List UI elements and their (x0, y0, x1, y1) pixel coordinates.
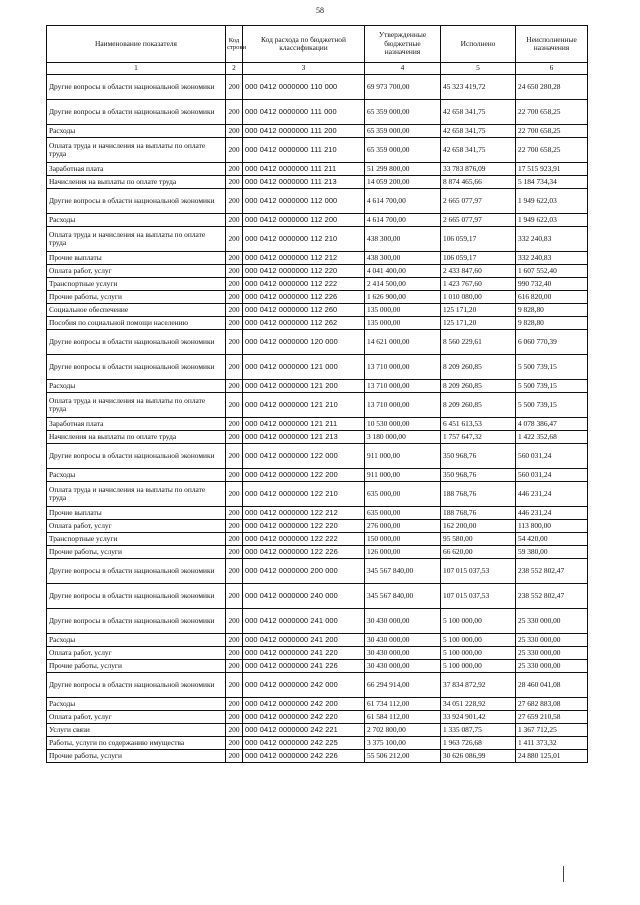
budget-code-cell: 000 0412 0000000 121 210 (243, 393, 365, 418)
unexecuted-cell: 27 659 210,58 (516, 711, 588, 724)
budget-code-cell: 000 0412 0000000 240 000 (243, 584, 365, 609)
executed-cell: 2 433 847,60 (441, 265, 516, 278)
budget-code-cell: 000 0412 0000000 111 213 (243, 176, 365, 189)
table-row (47, 673, 588, 698)
unexecuted-cell: 4 078 386,47 (516, 418, 588, 431)
line-code-cell: 200 (226, 584, 243, 609)
budget-code-cell: 000 0412 0000000 111 211 (243, 163, 365, 176)
budget-code-cell: 000 0412 0000000 242 220 (243, 711, 365, 724)
indicator-name-cell: Другие вопросы в области национальной экономики (47, 673, 226, 698)
column-number: 1 (47, 63, 226, 75)
column-number: 3 (243, 63, 365, 75)
executed-cell: 107 015 037,53 (441, 559, 516, 584)
approved-cell: 345 567 840,00 (365, 584, 441, 609)
executed-cell: 95 580,00 (441, 533, 516, 546)
line-code-cell: 200 (226, 724, 243, 737)
indicator-name-cell: Другие вопросы в области национальной экономики (47, 444, 226, 469)
executed-cell: 6 451 613,53 (441, 418, 516, 431)
indicator-name-cell: Транспортные услуги (47, 533, 226, 546)
approved-cell: 61 734 112,00 (365, 698, 441, 711)
unexecuted-cell: 17 515 923,91 (516, 163, 588, 176)
margin-mark (563, 866, 564, 882)
column-number: 5 (441, 63, 516, 75)
table-header-row (47, 26, 588, 63)
unexecuted-cell: 1 422 352,68 (516, 431, 588, 444)
unexecuted-cell: 24 650 280,28 (516, 75, 588, 100)
line-code-cell: 200 (226, 444, 243, 469)
unexecuted-cell: 560 031,24 (516, 469, 588, 482)
unexecuted-cell: 22 700 658,25 (516, 100, 588, 125)
line-code-cell: 200 (226, 227, 243, 252)
approved-cell: 2 702 800,00 (365, 724, 441, 737)
table-row (47, 609, 588, 634)
indicator-name-cell: Оплата труда и начисления на выплаты по оплате труда (47, 227, 226, 252)
unexecuted-cell: 54 420,00 (516, 533, 588, 546)
approved-cell: 911 000,00 (365, 469, 441, 482)
budget-code-cell: 000 0412 0000000 242 000 (243, 673, 365, 698)
indicator-name-cell: Оплата работ, услуг (47, 647, 226, 660)
approved-cell: 3 375 100,00 (365, 737, 441, 750)
approved-cell: 13 710 000,00 (365, 393, 441, 418)
indicator-name-cell: Расходы (47, 469, 226, 482)
unexecuted-cell: 238 552 802,47 (516, 584, 588, 609)
approved-cell: 30 430 000,00 (365, 660, 441, 673)
budget-code-cell: 000 0412 0000000 112 212 (243, 252, 365, 265)
approved-cell: 65 359 000,00 (365, 125, 441, 138)
line-code-cell: 200 (226, 711, 243, 724)
line-code-cell: 200 (226, 520, 243, 533)
line-code-cell: 200 (226, 304, 243, 317)
unexecuted-cell: 446 231,24 (516, 482, 588, 507)
budget-code-cell: 000 0412 0000000 121 213 (243, 431, 365, 444)
budget-code-cell: 000 0412 0000000 121 200 (243, 380, 365, 393)
executed-cell: 30 626 086,99 (441, 750, 516, 763)
table-row (47, 393, 588, 418)
table-row (47, 304, 588, 317)
table-row (47, 189, 588, 214)
budget-code-cell: 000 0412 0000000 122 210 (243, 482, 365, 507)
table-row (47, 355, 588, 380)
indicator-name-cell: Оплата труда и начисления на выплаты по оплате труда (47, 138, 226, 163)
approved-cell: 65 359 000,00 (365, 100, 441, 125)
executed-cell: 8 209 260,85 (441, 355, 516, 380)
executed-cell: 2 665 077,97 (441, 189, 516, 214)
unexecuted-cell: 25 330 000,00 (516, 660, 588, 673)
executed-cell: 1 010 080,00 (441, 291, 516, 304)
executed-cell: 106 059,17 (441, 227, 516, 252)
approved-cell: 14 059 200,00 (365, 176, 441, 189)
unexecuted-cell: 25 330 000,00 (516, 647, 588, 660)
line-code-cell: 200 (226, 546, 243, 559)
table-row (47, 265, 588, 278)
executed-cell: 8 874 465,66 (441, 176, 516, 189)
table-row (47, 724, 588, 737)
line-code-cell: 200 (226, 482, 243, 507)
approved-cell: 635 000,00 (365, 507, 441, 520)
budget-code-cell: 000 0412 0000000 120 000 (243, 330, 365, 355)
line-code-cell: 200 (226, 75, 243, 100)
table-row (47, 737, 588, 750)
executed-cell: 125 171,20 (441, 317, 516, 330)
budget-code-cell: 000 0412 0000000 242 221 (243, 724, 365, 737)
approved-cell: 126 000,00 (365, 546, 441, 559)
unexecuted-cell: 5 500 739,15 (516, 393, 588, 418)
indicator-name-cell: Расходы (47, 380, 226, 393)
approved-cell: 135 000,00 (365, 317, 441, 330)
table-row (47, 380, 588, 393)
budget-code-cell: 000 0412 0000000 112 260 (243, 304, 365, 317)
line-code-cell: 200 (226, 125, 243, 138)
budget-code-cell: 000 0412 0000000 241 000 (243, 609, 365, 634)
indicator-name-cell: Оплата работ, услуг (47, 265, 226, 278)
line-code-cell: 200 (226, 380, 243, 393)
indicator-name-cell: Начисления на выплаты по оплате труда (47, 176, 226, 189)
executed-cell: 188 768,76 (441, 507, 516, 520)
approved-cell: 65 359 000,00 (365, 138, 441, 163)
budget-code-cell: 000 0412 0000000 111 210 (243, 138, 365, 163)
executed-cell: 107 015 037,53 (441, 584, 516, 609)
line-code-cell: 200 (226, 189, 243, 214)
budget-code-cell: 000 0412 0000000 112 000 (243, 189, 365, 214)
unexecuted-cell: 332 240,83 (516, 252, 588, 265)
table-row (47, 75, 588, 100)
approved-cell: 1 626 900,00 (365, 291, 441, 304)
executed-cell: 5 100 000,00 (441, 634, 516, 647)
indicator-name-cell: Прочие выплаты (47, 507, 226, 520)
indicator-name-cell: Другие вопросы в области национальной экономики (47, 609, 226, 634)
budget-code-cell: 000 0412 0000000 121 211 (243, 418, 365, 431)
line-code-cell: 200 (226, 431, 243, 444)
indicator-name-cell: Оплата труда и начисления на выплаты по оплате труда (47, 393, 226, 418)
line-code-cell: 200 (226, 533, 243, 546)
executed-cell: 33 783 876,09 (441, 163, 516, 176)
table-row (47, 698, 588, 711)
executed-cell: 162 200,00 (441, 520, 516, 533)
table-row (47, 330, 588, 355)
approved-cell: 135 000,00 (365, 304, 441, 317)
approved-cell: 635 000,00 (365, 482, 441, 507)
unexecuted-cell: 446 231,24 (516, 507, 588, 520)
indicator-name-cell: Другие вопросы в области национальной экономики (47, 559, 226, 584)
executed-cell: 8 560 229,61 (441, 330, 516, 355)
table-row (47, 291, 588, 304)
approved-cell: 276 000,00 (365, 520, 441, 533)
line-code-cell: 200 (226, 278, 243, 291)
indicator-name-cell: Начисления на выплаты по оплате труда (47, 431, 226, 444)
budget-code-cell: 000 0412 0000000 242 200 (243, 698, 365, 711)
table-row (47, 584, 588, 609)
budget-code-cell: 000 0412 0000000 110 000 (243, 75, 365, 100)
executed-cell: 66 620,00 (441, 546, 516, 559)
indicator-name-cell: Заработная плата (47, 163, 226, 176)
executed-cell: 1 757 647,32 (441, 431, 516, 444)
approved-cell: 438 300,00 (365, 227, 441, 252)
executed-cell: 2 665 077,97 (441, 214, 516, 227)
executed-cell: 106 059,17 (441, 252, 516, 265)
unexecuted-cell: 25 330 000,00 (516, 634, 588, 647)
unexecuted-cell: 113 800,00 (516, 520, 588, 533)
line-code-cell: 200 (226, 176, 243, 189)
approved-cell: 30 430 000,00 (365, 609, 441, 634)
line-code-cell: 200 (226, 469, 243, 482)
approved-cell: 10 530 000,00 (365, 418, 441, 431)
budget-execution-table (46, 25, 588, 763)
approved-cell: 66 294 914,00 (365, 673, 441, 698)
unexecuted-cell: 1 411 373,32 (516, 737, 588, 750)
table-row (47, 520, 588, 533)
approved-cell: 345 567 840,00 (365, 559, 441, 584)
unexecuted-cell: 28 460 041,08 (516, 673, 588, 698)
header-line-code: Код строки (226, 26, 243, 63)
indicator-name-cell: Прочие работы, услуги (47, 660, 226, 673)
table-row (47, 431, 588, 444)
unexecuted-cell: 59 380,00 (516, 546, 588, 559)
executed-cell: 37 834 872,92 (441, 673, 516, 698)
executed-cell: 1 963 726,68 (441, 737, 516, 750)
unexecuted-cell: 1 949 622,03 (516, 214, 588, 227)
column-number-row (47, 63, 588, 75)
indicator-name-cell: Другие вопросы в области национальной экономики (47, 100, 226, 125)
line-code-cell: 200 (226, 418, 243, 431)
indicator-name-cell: Другие вопросы в области национальной экономики (47, 75, 226, 100)
column-number: 4 (365, 63, 441, 75)
executed-cell: 350 968,76 (441, 444, 516, 469)
unexecuted-cell: 616 820,00 (516, 291, 588, 304)
table-row (47, 634, 588, 647)
approved-cell: 30 430 000,00 (365, 647, 441, 660)
indicator-name-cell: Пособия по социальной помощи населению (47, 317, 226, 330)
table-row (47, 100, 588, 125)
table-row (47, 647, 588, 660)
executed-cell: 1 335 087,75 (441, 724, 516, 737)
executed-cell: 42 658 341,75 (441, 125, 516, 138)
line-code-cell: 200 (226, 317, 243, 330)
line-code-cell: 200 (226, 330, 243, 355)
line-code-cell: 200 (226, 100, 243, 125)
executed-cell: 33 924 901,42 (441, 711, 516, 724)
indicator-name-cell: Другие вопросы в области национальной экономики (47, 355, 226, 380)
table-row (47, 546, 588, 559)
budget-code-cell: 000 0412 0000000 242 226 (243, 750, 365, 763)
table-row (47, 418, 588, 431)
header-unexecuted: Неисполненные назначения (516, 26, 588, 63)
column-number: 6 (516, 63, 588, 75)
executed-cell: 5 100 000,00 (441, 609, 516, 634)
indicator-name-cell: Прочие работы, услуги (47, 750, 226, 763)
approved-cell: 51 299 800,00 (365, 163, 441, 176)
approved-cell: 3 180 000,00 (365, 431, 441, 444)
approved-cell: 150 000,00 (365, 533, 441, 546)
indicator-name-cell: Другие вопросы в области национальной экономики (47, 189, 226, 214)
indicator-name-cell: Расходы (47, 634, 226, 647)
indicator-name-cell: Прочие выплаты (47, 252, 226, 265)
budget-code-cell: 000 0412 0000000 112 262 (243, 317, 365, 330)
line-code-cell: 200 (226, 163, 243, 176)
header-indicator-name: Наименование показателя (47, 26, 226, 63)
table-row (47, 482, 588, 507)
indicator-name-cell: Социальное обеспечение (47, 304, 226, 317)
budget-code-cell: 000 0412 0000000 241 226 (243, 660, 365, 673)
table-row (47, 711, 588, 724)
unexecuted-cell: 5 500 739,15 (516, 380, 588, 393)
line-code-cell: 200 (226, 559, 243, 584)
indicator-name-cell: Прочие работы, услуги (47, 291, 226, 304)
budget-code-cell: 000 0412 0000000 241 220 (243, 647, 365, 660)
indicator-name-cell: Другие вопросы в области национальной экономики (47, 584, 226, 609)
indicator-name-cell: Работы, услуги по содержанию имущества (47, 737, 226, 750)
table-row (47, 252, 588, 265)
unexecuted-cell: 990 732,40 (516, 278, 588, 291)
budget-code-cell: 000 0412 0000000 121 000 (243, 355, 365, 380)
line-code-cell: 200 (226, 138, 243, 163)
table-row (47, 750, 588, 763)
line-code-cell: 200 (226, 355, 243, 380)
budget-code-cell: 000 0412 0000000 112 220 (243, 265, 365, 278)
approved-cell: 4 614 700,00 (365, 214, 441, 227)
indicator-name-cell: Оплата работ, услуг (47, 711, 226, 724)
budget-code-cell: 000 0412 0000000 112 200 (243, 214, 365, 227)
budget-code-cell: 000 0412 0000000 122 226 (243, 546, 365, 559)
line-code-cell: 200 (226, 647, 243, 660)
table-row (47, 533, 588, 546)
unexecuted-cell: 560 031,24 (516, 444, 588, 469)
executed-cell: 350 968,76 (441, 469, 516, 482)
approved-cell: 30 430 000,00 (365, 634, 441, 647)
table-body (47, 75, 588, 763)
line-code-cell: 200 (226, 265, 243, 278)
table-row (47, 138, 588, 163)
header-executed: Исполнено (441, 26, 516, 63)
table-row (47, 163, 588, 176)
line-code-cell: 200 (226, 507, 243, 520)
line-code-cell: 200 (226, 673, 243, 698)
approved-cell: 61 584 112,00 (365, 711, 441, 724)
executed-cell: 8 209 260,85 (441, 393, 516, 418)
indicator-name-cell: Оплата работ, услуг (47, 520, 226, 533)
executed-cell: 34 051 228,92 (441, 698, 516, 711)
line-code-cell: 200 (226, 393, 243, 418)
executed-cell: 5 100 000,00 (441, 660, 516, 673)
line-code-cell: 200 (226, 660, 243, 673)
unexecuted-cell: 6 060 770,39 (516, 330, 588, 355)
table-row (47, 507, 588, 520)
indicator-name-cell: Транспортные услуги (47, 278, 226, 291)
line-code-cell: 200 (226, 214, 243, 227)
budget-code-cell: 000 0412 0000000 122 212 (243, 507, 365, 520)
approved-cell: 13 710 000,00 (365, 355, 441, 380)
executed-cell: 5 100 000,00 (441, 647, 516, 660)
approved-cell: 13 710 000,00 (365, 380, 441, 393)
column-number: 2 (226, 63, 243, 75)
header-approved: Утвержденные бюджетные назначения (365, 26, 441, 63)
unexecuted-cell: 5 184 734,34 (516, 176, 588, 189)
budget-code-cell: 000 0412 0000000 241 200 (243, 634, 365, 647)
budget-code-cell: 000 0412 0000000 112 226 (243, 291, 365, 304)
budget-code-cell: 000 0412 0000000 122 222 (243, 533, 365, 546)
unexecuted-cell: 22 700 658,25 (516, 138, 588, 163)
unexecuted-cell: 5 500 739,15 (516, 355, 588, 380)
approved-cell: 14 621 000,00 (365, 330, 441, 355)
unexecuted-cell: 25 330 000,00 (516, 609, 588, 634)
executed-cell: 42 658 341,75 (441, 100, 516, 125)
approved-cell: 55 506 212,00 (365, 750, 441, 763)
unexecuted-cell: 1 607 552,40 (516, 265, 588, 278)
approved-cell: 4 614 700,00 (365, 189, 441, 214)
unexecuted-cell: 1 367 712,25 (516, 724, 588, 737)
table-row (47, 227, 588, 252)
line-code-cell: 200 (226, 634, 243, 647)
line-code-cell: 200 (226, 698, 243, 711)
approved-cell: 4 041 400,00 (365, 265, 441, 278)
table-row (47, 469, 588, 482)
table-row (47, 317, 588, 330)
executed-cell: 45 323 419,72 (441, 75, 516, 100)
unexecuted-cell: 9 828,80 (516, 304, 588, 317)
approved-cell: 911 000,00 (365, 444, 441, 469)
executed-cell: 1 423 767,60 (441, 278, 516, 291)
budget-code-cell: 000 0412 0000000 200 000 (243, 559, 365, 584)
approved-cell: 438 300,00 (365, 252, 441, 265)
budget-code-cell: 000 0412 0000000 122 220 (243, 520, 365, 533)
indicator-name-cell: Прочие работы, услуги (47, 546, 226, 559)
table-row (47, 444, 588, 469)
unexecuted-cell: 1 949 622,03 (516, 189, 588, 214)
line-code-cell: 200 (226, 737, 243, 750)
unexecuted-cell: 22 700 658,25 (516, 125, 588, 138)
unexecuted-cell: 9 828,80 (516, 317, 588, 330)
unexecuted-cell: 24 880 125,01 (516, 750, 588, 763)
executed-cell: 188 768,76 (441, 482, 516, 507)
table-row (47, 214, 588, 227)
executed-cell: 125 171,20 (441, 304, 516, 317)
budget-code-cell: 000 0412 0000000 112 210 (243, 227, 365, 252)
line-code-cell: 200 (226, 252, 243, 265)
approved-cell: 2 414 500,00 (365, 278, 441, 291)
budget-code-cell: 000 0412 0000000 122 000 (243, 444, 365, 469)
budget-code-cell: 000 0412 0000000 112 222 (243, 278, 365, 291)
line-code-cell: 200 (226, 291, 243, 304)
approved-cell: 69 973 700,00 (365, 75, 441, 100)
unexecuted-cell: 332 240,83 (516, 227, 588, 252)
executed-cell: 8 209 260,85 (441, 380, 516, 393)
budget-code-cell: 000 0412 0000000 242 225 (243, 737, 365, 750)
indicator-name-cell: Другие вопросы в области национальной экономики (47, 330, 226, 355)
line-code-cell: 200 (226, 750, 243, 763)
budget-code-cell: 000 0412 0000000 111 000 (243, 100, 365, 125)
table-row (47, 559, 588, 584)
table-row (47, 176, 588, 189)
table-row (47, 660, 588, 673)
header-budget-code: Код расхода по бюджетной классификации (243, 26, 365, 63)
indicator-name-cell: Заработная плата (47, 418, 226, 431)
page-number: 58 (316, 6, 324, 15)
indicator-name-cell: Расходы (47, 214, 226, 227)
unexecuted-cell: 27 682 883,08 (516, 698, 588, 711)
unexecuted-cell: 238 552 802,47 (516, 559, 588, 584)
budget-code-cell: 000 0412 0000000 111 200 (243, 125, 365, 138)
indicator-name-cell: Расходы (47, 698, 226, 711)
indicator-name-cell: Расходы (47, 125, 226, 138)
budget-code-cell: 000 0412 0000000 122 200 (243, 469, 365, 482)
table-row (47, 278, 588, 291)
indicator-name-cell: Услуги связи (47, 724, 226, 737)
indicator-name-cell: Оплата труда и начисления на выплаты по оплате труда (47, 482, 226, 507)
executed-cell: 42 658 341,75 (441, 138, 516, 163)
table-row (47, 125, 588, 138)
line-code-cell: 200 (226, 609, 243, 634)
